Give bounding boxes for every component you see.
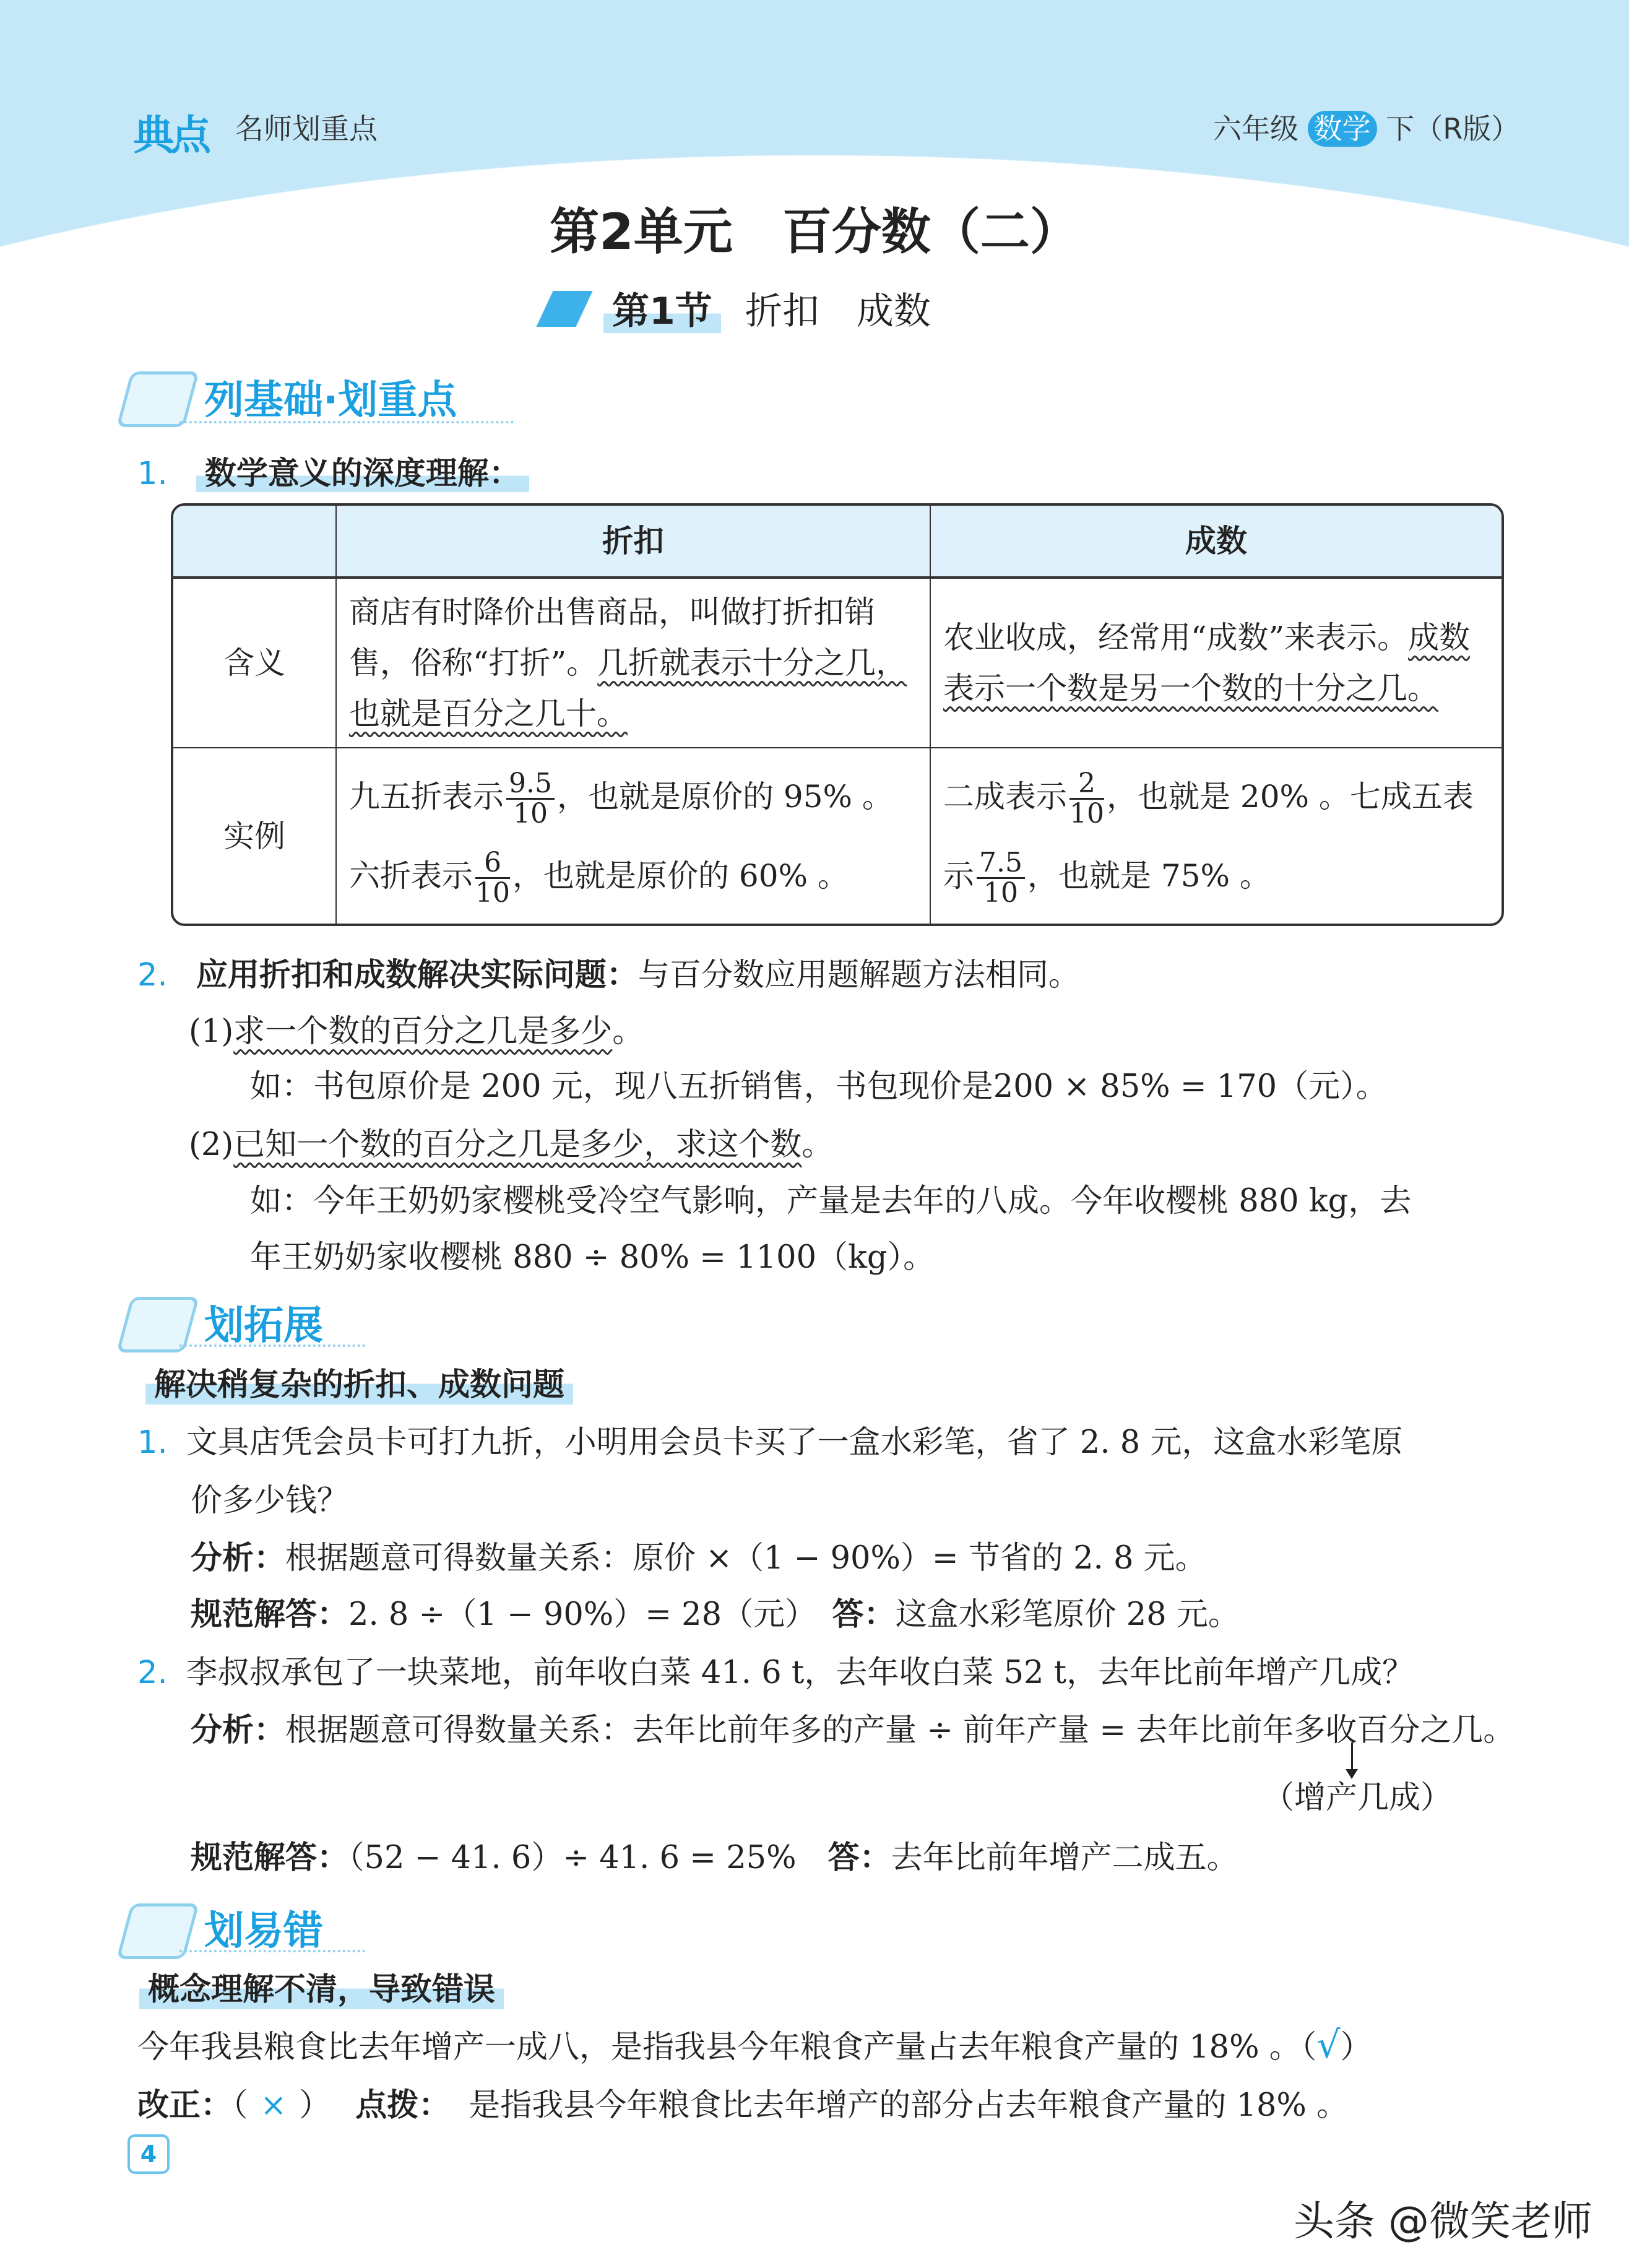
label: 规范解答： (191, 1596, 349, 1633)
label: 答： (827, 1840, 891, 1876)
table-header-blank (173, 506, 337, 579)
fraction (475, 849, 510, 907)
cell-text: 农业收成，经常用“成数”来表示。 (943, 620, 1409, 656)
row-label: 实例 (173, 748, 337, 924)
sub1-example: 如：书包原价是 200 元，现八五折销售，书包现价是200 × 85% = 170（元）。 (250, 1068, 1388, 1105)
row-label: 含义 (173, 579, 337, 748)
grade: 六年级 (1213, 112, 1298, 145)
example-line (943, 757, 1489, 836)
page-number: 4 (127, 2134, 170, 2174)
text: ） (1340, 2029, 1372, 2066)
label: 点拨： (355, 2087, 451, 2124)
text: ，也就是原价的 95% 。 (556, 778, 893, 815)
label: 规范解答： (191, 1840, 349, 1876)
item-number: 2. (137, 957, 168, 993)
s2-heading: 划拓展 (204, 1303, 323, 1349)
logo: 典点 (133, 111, 207, 159)
example-line (943, 836, 1489, 915)
denominator: 10 (475, 877, 510, 909)
text: （ (232, 2087, 248, 2124)
q2-note: （增产几成） (1263, 1780, 1453, 1816)
pencil-note-icon (116, 371, 199, 427)
sub-label: (1) (189, 1013, 234, 1050)
section-name: 折扣 成数 (745, 290, 931, 333)
label: 改正： (137, 2087, 233, 2124)
table-row (173, 579, 1502, 748)
q2-answer (191, 1832, 1238, 1877)
cross-mark: × (260, 2087, 287, 2124)
key-point: 已知一个数的百分之几是多少，求这个数 (233, 1127, 802, 1163)
s1-item2 (137, 949, 1080, 995)
q1-answer (191, 1588, 1240, 1634)
key-point: 求一个数的百分之几是多少 (233, 1013, 613, 1050)
label: 分析： (191, 1540, 286, 1577)
item-text: 与百分数应用题解题方法相同。 (637, 957, 1080, 993)
numerator: 7.5 (977, 849, 1025, 879)
item-number: 1. (137, 1424, 168, 1461)
text: 二成表示 (943, 778, 1067, 815)
denominator: 10 (512, 798, 548, 830)
text: ） (299, 2087, 331, 2124)
sub2 (189, 1119, 833, 1164)
text: 今年我县粮食比去年增产一成八，是指我县今年粮食产量占去年粮食产量的 18% 。（ (137, 2029, 1317, 2066)
section-number: 第1节 (603, 290, 721, 333)
book-info (1213, 106, 1519, 147)
sub2-example-line2: 年王奶奶家收樱桃 880 ÷ 80% = 1100（kg）。 (250, 1239, 935, 1276)
sub-label: (2) (189, 1127, 234, 1163)
text: ，也就是 20% 。七成五表 (1107, 778, 1474, 815)
question-text: 李叔叔承包了一块菜地，前年收白菜 41. 6 t，去年收白菜 52 t，去年比前年增产几成？ (186, 1655, 1414, 1691)
table-row (173, 748, 1502, 924)
s3-subtitle: 概念理解不清，导致错误 (139, 1963, 504, 2009)
numerator: 6 (475, 849, 510, 879)
text: 。 (612, 1013, 644, 1050)
cell-text: 商店有时降价出售商品，叫做打折扣销售，俗称“打折”。 (349, 594, 875, 682)
label: 分析： (191, 1712, 286, 1749)
text: ，也就是 75% 。 (1027, 857, 1271, 894)
s3-correction (137, 2079, 1348, 2125)
text: 2. 8 ÷（1 − 90%）= 28（元） (348, 1596, 832, 1633)
denominator: 10 (983, 877, 1018, 909)
text: 是指我县今年粮食比去年增产的部分占去年粮食产量的 18% 。 (469, 2087, 1349, 2124)
s1-item1 (137, 448, 529, 493)
s3-statement (137, 2021, 1372, 2067)
fraction (1069, 769, 1104, 828)
fraction (977, 849, 1025, 907)
watermark: 头条 @微笑老师 (1294, 2197, 1592, 2245)
comparison-table (171, 503, 1504, 926)
cell-example-chengshu (931, 748, 1502, 924)
text: 去年比前年增产二成五。 (891, 1840, 1238, 1876)
text: ，也就是原价的 60% 。 (512, 857, 849, 894)
question-text: 文具店凭会员卡可打九折，小明用会员卡买了一盒水彩笔，省了 2. 8 元，这盒水彩笔原 (186, 1424, 1403, 1461)
cell-example-discount (337, 748, 931, 924)
label: 答： (832, 1596, 896, 1633)
text: 九五折表示 (349, 778, 504, 815)
subject-badge: 数学 (1308, 111, 1377, 147)
q2-line1 (137, 1647, 1414, 1692)
table-header-discount: 折扣 (337, 506, 931, 579)
cell-meaning-discount (337, 579, 931, 748)
s2-subtitle: 解决稍复杂的折扣、成数问题 (145, 1359, 573, 1405)
sub1 (189, 1005, 644, 1051)
key-point: 几折就表示十分之几，也就是百分之几十。 (349, 645, 907, 732)
fraction (506, 769, 555, 828)
unit-title: 第2单元 百分数（二） (550, 203, 1079, 261)
item-title: 数学意义的深度理解： (196, 456, 529, 492)
text: 这盒水彩笔原价 28 元。 (895, 1596, 1240, 1633)
sub2-example-line1: 如：今年王奶奶家樱桃受冷空气影响，产量是去年的八成。今年收樱桃 880 kg，去 (250, 1183, 1412, 1219)
text: 根据题意可得数量关系：去年比前年多的产量 ÷ 前年产量 = 去年比前年多收百分之几。 (285, 1712, 1515, 1749)
text: 示 (943, 857, 974, 894)
text: 六折表示 (349, 857, 473, 894)
q2-analysis (191, 1704, 1514, 1750)
q1-analysis (191, 1532, 1207, 1578)
numerator: 9.5 (506, 769, 555, 800)
item-number: 1. (137, 456, 168, 492)
check-mark: √ (1316, 2023, 1341, 2067)
table-header-chengshu: 成数 (931, 506, 1502, 579)
q1-line1 (137, 1416, 1402, 1462)
q1-line2: 价多少钱？ (191, 1482, 349, 1519)
example-line (349, 836, 917, 915)
text: （52 − 41. 6）÷ 41. 6 = 25% (348, 1840, 828, 1876)
brand-name: 名师划重点 (235, 112, 378, 145)
item-number: 2. (137, 1655, 168, 1691)
table-header-row (173, 506, 1502, 579)
example-line (349, 757, 917, 836)
denominator: 10 (1069, 798, 1104, 830)
s1-heading: 列基础·划重点 (204, 378, 457, 423)
key-point: 成数表示一个数是另一个数的十分之几。 (943, 620, 1471, 707)
numerator: 2 (1069, 769, 1104, 800)
section-title (603, 282, 931, 335)
cell-meaning-chengshu (931, 579, 1502, 748)
edition: 下（R版） (1386, 112, 1520, 145)
text: 。 (802, 1127, 834, 1163)
s3-heading: 划易错 (204, 1908, 323, 1954)
item-title: 应用折扣和成数解决实际问题： (196, 957, 638, 993)
text: 根据题意可得数量关系：原价 ×（1 − 90%）= 节省的 2. 8 元。 (285, 1540, 1207, 1577)
